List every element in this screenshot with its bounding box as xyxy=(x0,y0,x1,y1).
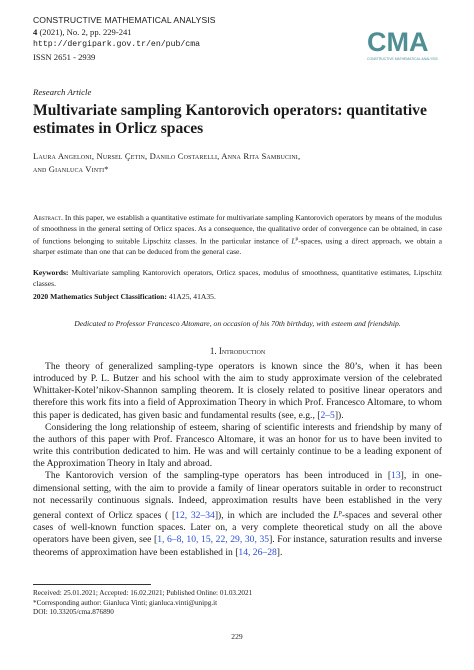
lp-superscript: p xyxy=(295,236,299,243)
authors-line-2: and Gianluca Vinti* xyxy=(33,164,109,174)
article-type: Research Article xyxy=(33,87,92,97)
keywords-label: Keywords: xyxy=(33,268,69,277)
author-list xyxy=(33,150,453,176)
p3-text-b: ], in one-dimensional setting, with the aim to provide a family of linear operators suitable in order to reconstruct not necessarily continuous signals. Indeed, approximation results have been established in the very general context of Orlicz spaces ( [ xyxy=(33,470,443,522)
p1-text-a: The theory of generalized sampling-type operators is known since the 80’s, when it has been introduced by P. L. Butzer and his school with the aim to study approximate version of the celebrated Whittaker-Kotel’nikov-Shannon sampling theorem. It is closely related to positive linear operators and therefore this work fits into a field of Approximation Theory in which Prof. Francesco Altomare, to whom this paper is dedicated, has given basic and fundamental results (see, e.g., [ xyxy=(33,361,442,421)
abstract-text-1: In this paper, we establish a quantitative estimate for multivariate sampling Kantorovich operators by means of the modulus of smoothness in the general setting of Orlicz spaces. As a consequence, the qualitative order of convergence can be obtained, in case of functions belonging to suitable Lipschitz classes. In the particular instance of xyxy=(33,213,442,246)
p1-text-b: ]). xyxy=(334,409,344,421)
msc-classification xyxy=(33,292,442,303)
journal-header xyxy=(33,14,216,64)
volume-number: 4 xyxy=(33,27,38,38)
corresponding-author: *Corresponding author: Gianluca Vinti; gianluca.vinti@unipg.it xyxy=(33,598,218,607)
msc-text: 41A25, 41A35. xyxy=(166,292,216,301)
lp-symbol: L xyxy=(333,510,339,522)
p3-text-d: -spaces and several other cases of well-known function spaces. Later on, a very complete theoretical study on all the above operators have been given, see [ xyxy=(33,510,442,546)
journal-url[interactable]: http://dergipark.gov.tr/en/pub/cma xyxy=(33,39,201,49)
intro-body xyxy=(33,361,442,559)
p3-text-f: ]. xyxy=(276,546,283,558)
citation-link[interactable]: 13 xyxy=(391,470,401,482)
cma-logo xyxy=(365,27,447,61)
authors-line-1: Laura Angeloni, Nursel Çetin, Danilo Costarelli, Anna Rita Sambucini, xyxy=(33,151,301,161)
section-heading xyxy=(33,346,442,356)
paragraph-2: Considering the long relationship of esteem, sharing of scientific interests and friendship by many of the authors of this paper with Prof. Francesco Altomare, it was an honor for us to have been invited to write this contribution dedicated to him. He was and will certainly continue to be a leading exponent of the Approximation Theory in Italy and abroad. xyxy=(33,421,442,470)
citation-link[interactable]: 1, 6–8, 10, 15, 22, 29, 30, 35 xyxy=(157,534,270,546)
p3-text-c: ]), in which are included the xyxy=(214,510,334,522)
doi[interactable]: DOI: 10.33205/cma.876890 xyxy=(33,608,114,617)
lp-superscript: p xyxy=(338,508,342,516)
citation-link[interactable]: 12, 32–34 xyxy=(175,510,215,522)
section-title: Introduction xyxy=(218,346,266,356)
abstract-text-2: -spaces, using a direct approach, we obtain a sharper estimate than one that can be deduced from the general case. xyxy=(33,236,442,257)
p3-text-e: ]. For instance, saturation results and inverse theorems of approximation have been established in [ xyxy=(33,534,442,558)
abstract-label: Abstract. xyxy=(33,213,63,222)
keywords-text: Multivariate sampling Kantorovich operators, Orlicz spaces, modulus of smoothness, quantitative estimates, Lipschitz classes. xyxy=(33,268,442,288)
footnote-divider xyxy=(33,584,151,585)
received-dates: Received: 25.01.2021; Accepted: 16.02.2021; Published Online: 01.03.2021 xyxy=(33,589,253,597)
cma-logo-mark xyxy=(365,27,447,57)
cma-logo-letters: CMA xyxy=(367,27,429,57)
issn: ISSN 2651 - 2939 xyxy=(33,52,96,63)
issue-info: (2021), No. 2, pp. 229-241 xyxy=(37,27,132,38)
p3-text-a: The Kantorovich version of the sampling-type operators has been introduced in [ xyxy=(45,470,392,482)
keywords xyxy=(33,268,442,289)
msc-label: 2020 Mathematics Subject Classification: xyxy=(33,292,167,301)
page-number: 229 xyxy=(231,632,243,641)
volume-info xyxy=(33,26,216,38)
paragraph-3 xyxy=(33,470,442,558)
lp-symbol: L xyxy=(291,236,296,246)
abstract xyxy=(33,213,442,258)
citation-link[interactable]: 14, 26–28 xyxy=(238,546,277,558)
footnotes xyxy=(33,589,442,618)
article-title: Multivariate sampling Kantorovich operators: quantitative estimates in Orlicz spaces xyxy=(33,102,427,137)
citation-link[interactable]: 2–5 xyxy=(320,409,335,421)
cma-logo-subtitle: CONSTRUCTIVE MATHEMATICAL ANALYSIS xyxy=(367,57,438,61)
paragraph-1 xyxy=(33,361,442,422)
dedication: Dedicated to Professor Francesco Altomare, on occasion of his 70th birthday, with esteem and friendship. xyxy=(74,319,401,328)
section-number: 1. xyxy=(209,346,217,356)
journal-name: CONSTRUCTIVE MATHEMATICAL ANALYSIS xyxy=(33,15,216,25)
